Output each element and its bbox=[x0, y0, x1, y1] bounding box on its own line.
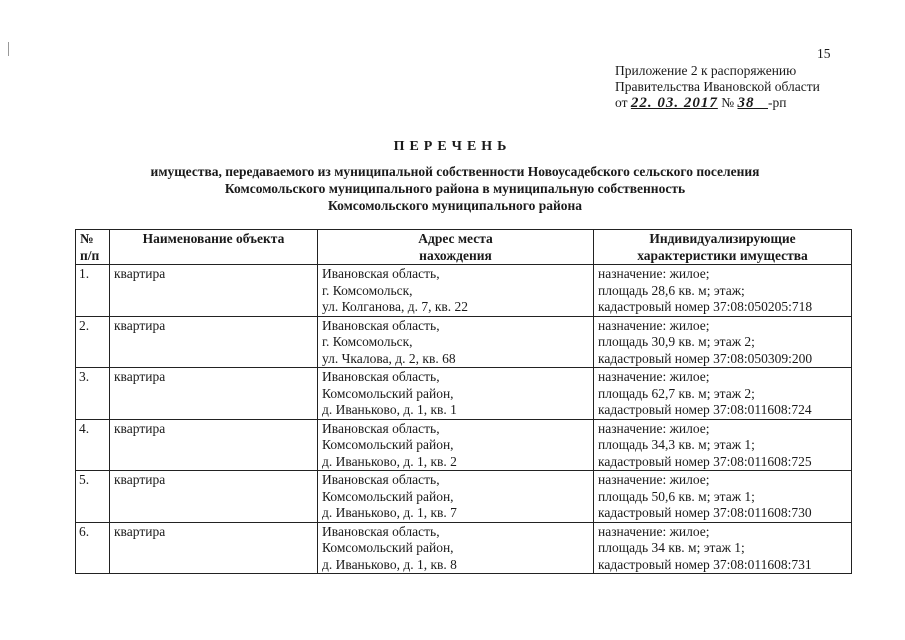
address-line: д. Иваньково, д. 1, кв. 1 bbox=[322, 402, 457, 417]
annex-line-3 bbox=[615, 95, 820, 111]
characteristic-line: площадь 62,7 кв. м; этаж 2; bbox=[598, 385, 755, 401]
characteristic-line: кадастровый номер 37:08:011608:724 bbox=[598, 402, 812, 417]
row-address bbox=[318, 419, 594, 471]
row-address bbox=[318, 522, 594, 574]
address-line: д. Иваньково, д. 1, кв. 7 bbox=[322, 505, 457, 520]
row-address bbox=[318, 316, 594, 368]
characteristic-line: площадь 50,6 кв. м; этаж 1; bbox=[598, 488, 755, 504]
address-line: Ивановская область, bbox=[322, 317, 440, 333]
characteristic-line: кадастровый номер 37:08:050309:200 bbox=[598, 350, 813, 366]
annex-date-prefix: от bbox=[615, 95, 628, 110]
document-title: ПЕРЕЧЕНЬ bbox=[393, 139, 512, 154]
characteristic-line: кадастровый номер 37:08:011608:731 bbox=[598, 556, 812, 572]
document-subtitle bbox=[110, 163, 800, 214]
subtitle-line-1: имущества, передаваемого из муниципальной собственности Новоусадебского сельского поселения bbox=[150, 164, 760, 179]
table-row bbox=[76, 265, 852, 317]
table-row bbox=[76, 316, 852, 368]
annex-line-2: Правительства Ивановской области bbox=[615, 79, 820, 94]
header-characteristics: Индивидуализирующие характеристики имущества bbox=[594, 230, 852, 265]
row-number: 5. bbox=[76, 471, 110, 523]
table-header-row bbox=[76, 230, 852, 265]
header-num: № п/п bbox=[76, 230, 110, 265]
row-number: 3. bbox=[76, 368, 110, 420]
row-address bbox=[318, 265, 594, 317]
characteristic-line: площадь 34 кв. м; этаж 1; bbox=[598, 540, 745, 555]
address-line: Ивановская область, bbox=[322, 472, 440, 487]
row-characteristics bbox=[594, 316, 852, 368]
characteristic-line: кадастровый номер 37:08:011608:725 bbox=[598, 453, 812, 469]
row-object-name: квартира bbox=[110, 265, 318, 317]
address-line: ул. Колганова, д. 7, кв. 22 bbox=[322, 299, 469, 314]
address-line: д. Иваньково, д. 1, кв. 8 bbox=[322, 556, 457, 572]
row-characteristics bbox=[594, 265, 852, 317]
row-characteristics bbox=[594, 471, 852, 523]
row-characteristics bbox=[594, 522, 852, 574]
row-object-name: квартира bbox=[110, 316, 318, 368]
address-line: Комсомольский район, bbox=[322, 385, 454, 401]
characteristic-line: площадь 34,3 кв. м; этаж 1; bbox=[598, 437, 755, 452]
header-name: Наименование объекта bbox=[110, 230, 318, 265]
address-line: д. Иваньково, д. 1, кв. 2 bbox=[322, 453, 457, 469]
row-characteristics bbox=[594, 368, 852, 420]
address-line: ул. Чкалова, д. 2, кв. 68 bbox=[322, 350, 456, 366]
property-table bbox=[75, 229, 852, 574]
row-number: 1. bbox=[76, 265, 110, 317]
margin-mark bbox=[8, 42, 9, 56]
characteristic-line: площадь 28,6 кв. м; этаж; bbox=[598, 282, 745, 298]
subtitle-line-3: Комсомольского муниципального района bbox=[327, 198, 583, 213]
characteristic-line: назначение: жилое; bbox=[598, 266, 710, 281]
table-row bbox=[76, 522, 852, 574]
characteristic-line: назначение: жилое; bbox=[598, 317, 710, 333]
row-address bbox=[318, 471, 594, 523]
address-line: Комсомольский район, bbox=[322, 488, 454, 504]
row-object-name: квартира bbox=[110, 471, 318, 523]
subtitle-line-2: Комсомольского муниципального района в муниципальную собственность bbox=[224, 181, 686, 196]
annex-suffix: -рп bbox=[768, 95, 787, 110]
characteristic-line: площадь 30,9 кв. м; этаж 2; bbox=[598, 334, 755, 349]
row-number: 6. bbox=[76, 522, 110, 574]
address-line: Ивановская область, bbox=[322, 420, 440, 436]
characteristic-line: кадастровый номер 37:08:011608:730 bbox=[598, 505, 812, 520]
header-address: Адрес места нахождения bbox=[318, 230, 594, 265]
address-line: Ивановская область, bbox=[322, 369, 440, 384]
annex-block bbox=[615, 63, 820, 111]
address-line: Комсомольский район, bbox=[322, 540, 454, 555]
characteristic-line: назначение: жилое; bbox=[598, 523, 710, 539]
address-line: г. Комсомольск, bbox=[322, 282, 413, 298]
address-line: Ивановская область, bbox=[322, 523, 440, 539]
row-object-name: квартира bbox=[110, 419, 318, 471]
row-object-name: квартира bbox=[110, 522, 318, 574]
characteristic-line: назначение: жилое; bbox=[598, 420, 710, 436]
address-line: г. Комсомольск, bbox=[322, 334, 413, 349]
characteristic-line: кадастровый номер 37:08:050205:718 bbox=[598, 299, 813, 314]
annex-line-1: Приложение 2 к распоряжению bbox=[615, 63, 797, 78]
address-line: Ивановская область, bbox=[322, 266, 440, 281]
row-number: 2. bbox=[76, 316, 110, 368]
annex-number: 38 bbox=[737, 95, 755, 111]
annex-date: 22. 03. 2017 bbox=[630, 95, 718, 111]
row-number: 4. bbox=[76, 419, 110, 471]
characteristic-line: назначение: жилое; bbox=[598, 369, 710, 384]
table-row bbox=[76, 368, 852, 420]
table-row bbox=[76, 419, 852, 471]
annex-num-sign: № bbox=[721, 95, 735, 110]
address-line: Комсомольский район, bbox=[322, 437, 454, 452]
characteristic-line: назначение: жилое; bbox=[598, 472, 710, 487]
row-object-name: квартира bbox=[110, 368, 318, 420]
table-row bbox=[76, 471, 852, 523]
page-number: 15 bbox=[817, 46, 831, 61]
row-characteristics bbox=[594, 419, 852, 471]
row-address bbox=[318, 368, 594, 420]
